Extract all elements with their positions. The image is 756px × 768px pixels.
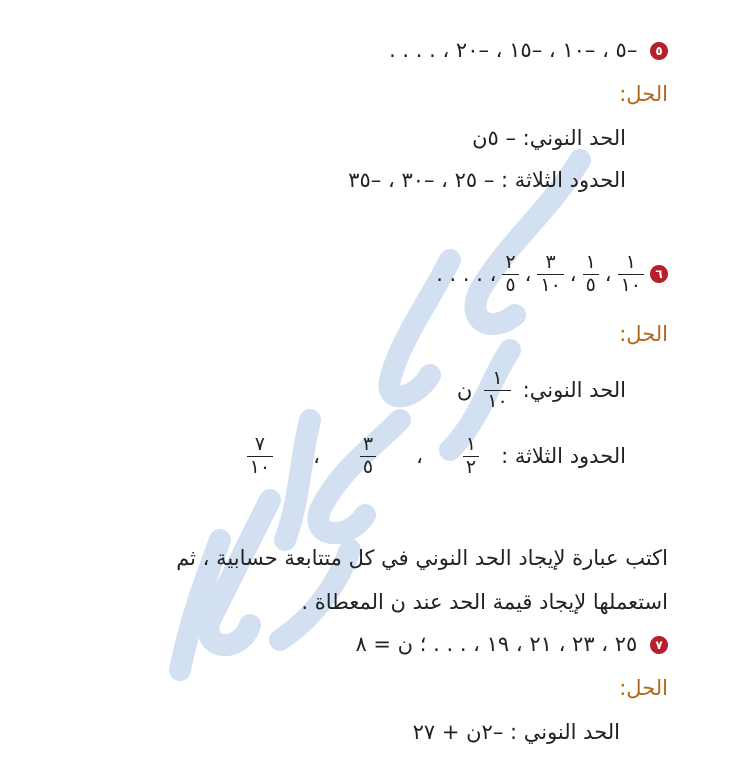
solution-label: الحل: [619,322,668,346]
term-fraction-3: $\frac{٧}{١٠}$ [247,434,273,479]
watermark-calligraphy [150,120,610,720]
separator: ، [604,262,612,287]
question-5 [389,38,668,62]
nth-term-text: الحد النوني : –٢ن + ٢٧ [412,720,620,744]
sequence-text: –٥ ، –١٠ ، –١٥ ، –٢٠ ، . . . . [389,38,638,62]
question-number-badge: ٧ [650,636,668,654]
question-6 [436,252,668,297]
separator: ، [416,444,423,469]
question-number-badge: ٦ [650,265,668,283]
sequence-fraction-1: $\frac{١}{١٠}$ [618,252,644,297]
solution-label: الحل: [619,676,668,700]
sequence-fraction-2: $\frac{١}{٥}$ [583,252,599,297]
instruction-line-1: اكتب عبارة لإيجاد الحد النوني في كل متتابعة حسابية ، ثم [176,546,668,570]
ellipsis: ، . . . . [436,262,497,287]
term-fraction-1: $\frac{١}{٢}$ [463,434,479,479]
separator: ، [524,262,532,287]
nth-term-text: الحد النوني: – ٥ن [472,126,626,150]
instruction-line-2: استعملها لإيجاد قيمة الحد عند ن المعطاة . [301,590,668,614]
question-number-badge: ٥ [650,42,668,60]
term-fraction-2: $\frac{٣}{٥}$ [360,434,376,479]
three-terms-label: الحدود الثلاثة : [501,444,626,469]
sequence-text: ٢٥ ، ٢٣ ، ٢١ ، ١٩ ، . . . ؛ ن = ٨ [355,632,638,656]
nth-term-variable: ن [456,378,473,403]
three-terms-text: الحدود الثلاثة : – ٢٥ ، –٣٠ ، –٣٥ [348,168,626,192]
sequence-fraction-3: $\frac{٣}{١٠}$ [537,252,563,297]
separator: ، [313,444,320,469]
separator: ، [569,262,577,287]
nth-term-row [457,368,626,413]
three-terms-row [247,434,626,479]
solution-label: الحل: [619,82,668,106]
nth-term-fraction: $\frac{١}{١٠}$ [484,368,510,413]
nth-term-label: الحد النوني: [522,378,626,403]
sequence-fraction-4: $\frac{٢}{٥}$ [502,252,518,297]
question-7 [355,632,668,656]
